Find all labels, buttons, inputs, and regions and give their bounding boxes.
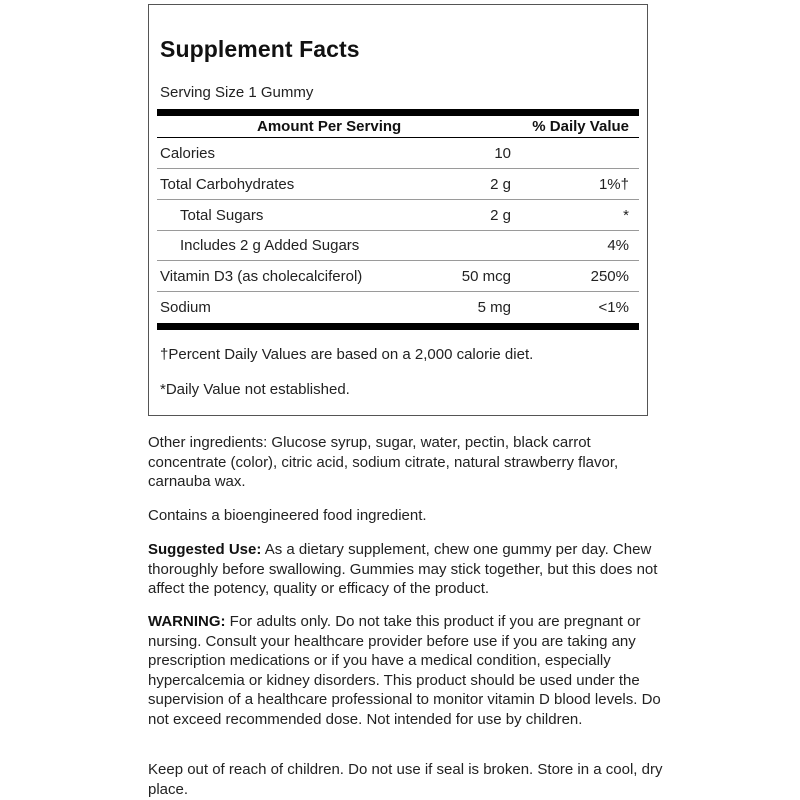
suggested-use-text: As a dietary supplement, chew one gummy per day. Chew thoroughly before swallowing. Gummies may stick together, but this does not affect the potency, quality or efficacy of the product. [148, 541, 658, 598]
row-label: Total Sugars [180, 207, 264, 224]
footnote-percent-daily-values: †Percent Daily Values are based on a 2,000 calorie diet. [160, 346, 534, 363]
row-label: Sodium [160, 299, 211, 316]
row-daily-value: <1% [598, 299, 629, 316]
panel-title: Supplement Facts [160, 36, 360, 62]
thick-divider-bottom [157, 323, 639, 330]
row-amount: 2 g [490, 176, 511, 193]
table-row-total-sugars [157, 201, 639, 231]
row-daily-value: * [623, 207, 629, 224]
suggested-use [148, 540, 668, 599]
bioengineered-statement: Contains a bioengineered food ingredient. [148, 507, 427, 524]
storage-instructions: Keep out of reach of children. Do not use if seal is broken. Store in a cool, dry place. [148, 761, 663, 798]
warning-text: For adults only. Do not take this product if you are pregnant or nursing. Consult your healthcare provider before use if you are taking any prescription medications or if you have a medical condition, especially hypercalcemia or kidney disorders. This product should be used under the supervision of a healthcare professional to monitor vitamin D blood levels. Do not exceed recommended dose. Not intended for use by children. [148, 613, 661, 728]
warning [148, 612, 668, 730]
header-amount-per-serving: Amount Per Serving [257, 118, 402, 135]
row-amount: 50 mcg [461, 268, 511, 285]
other-ingredients: Other ingredients: Glucose syrup, sugar, water, pectin, black carrot concentrate (color), citric acid, sodium citrate, natural strawberry flavor, carnauba wax. [148, 434, 619, 491]
table-header [157, 116, 639, 138]
table-row-sodium [157, 293, 639, 323]
table-row-vitamin-d3 [157, 262, 639, 292]
header-daily-value: % Daily Value [532, 118, 629, 135]
row-amount: 10 [494, 145, 511, 162]
table-row-added-sugars [157, 231, 639, 261]
table-row-calories [157, 139, 639, 169]
row-daily-value: 250% [590, 268, 629, 285]
row-label: Total Carbohydrates [160, 176, 295, 193]
row-label: Includes 2 g Added Sugars [180, 237, 360, 254]
thick-divider-top [157, 109, 639, 116]
supplement-facts-panel [148, 4, 648, 416]
row-label: Calories [160, 145, 216, 162]
row-amount: 5 mg [477, 299, 511, 316]
row-daily-value: 1%† [598, 176, 629, 193]
warning-label: WARNING: [148, 613, 226, 630]
row-daily-value: 4% [607, 237, 629, 254]
row-amount: 2 g [490, 207, 511, 224]
table-row-total-carbohydrates [157, 170, 639, 200]
serving-size: Serving Size 1 Gummy [160, 84, 314, 101]
row-label: Vitamin D3 (as cholecalciferol) [160, 268, 363, 285]
footnote-daily-value-not-established: *Daily Value not established. [160, 381, 350, 398]
suggested-use-label: Suggested Use: [148, 541, 262, 558]
